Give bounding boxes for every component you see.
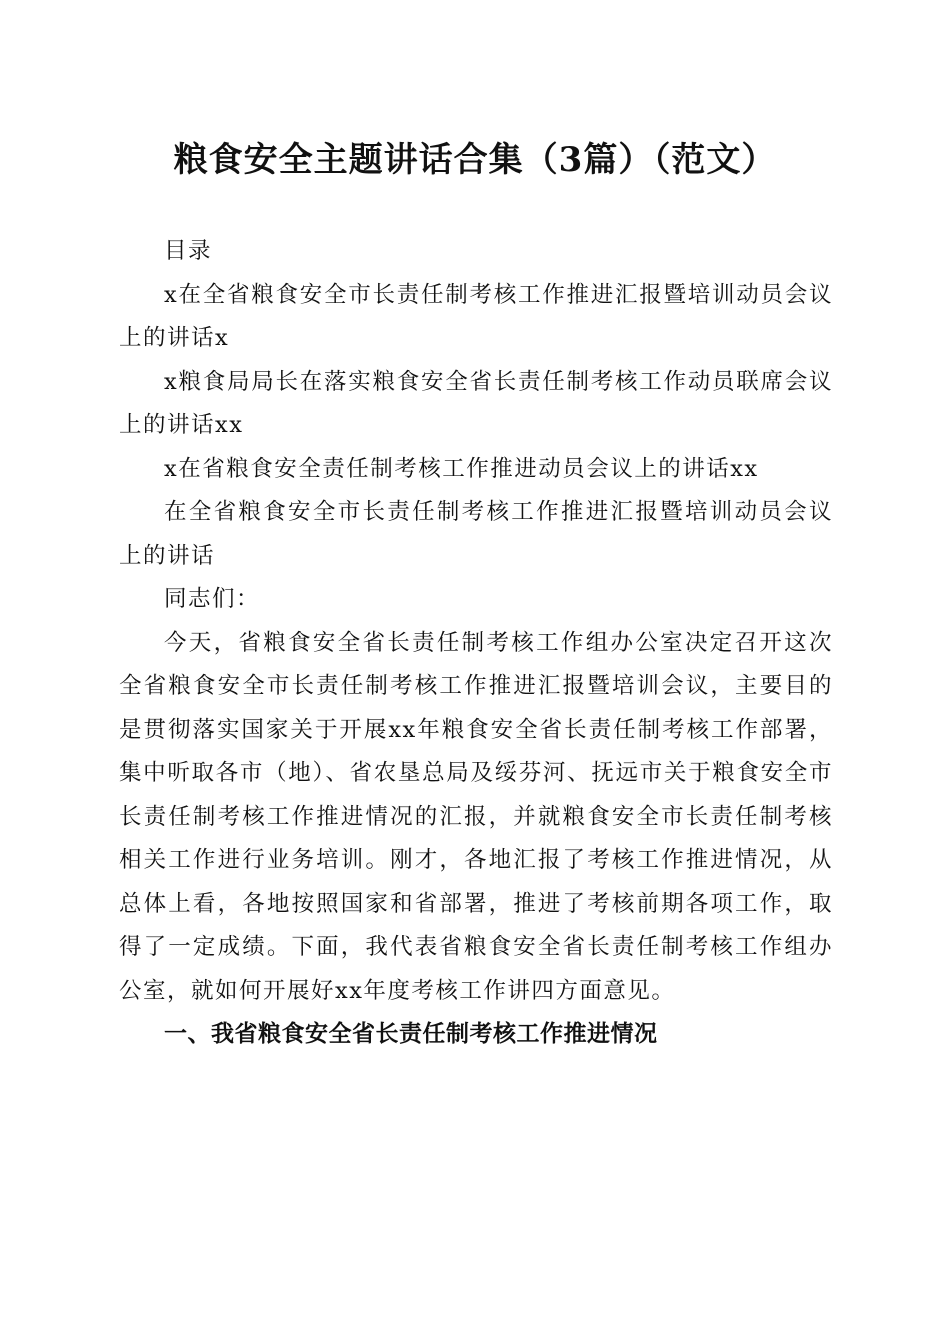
salutation: 同志们： [164, 586, 261, 612]
body-paragraph: 今天，省粮食安全省长责任制考核工作组办公室决定召开这次全省粮食安全市长责任制考核工作推进汇报暨培训会议，主要目的是贯彻落实国家关于开展xx年粮食安全省长责任制考核工作部署，集中听取各市（地）、省农垦总局及绥芬河、抚远市关于粮食安全市长责任制考核工作推进情况的汇报，并就粮食安全市长责任制考核相关工作进行业务培训。刚才，各地汇报了考核工作推进情况，从总体上看，各地按照国家和省部署，推进了考核前期各项工作，取得了一定成绩。下面，我代表省粮食安全省长责任制考核工作组办公室，就如何开展好xx年度考核工作讲四方面意见。 [119, 629, 833, 1004]
document-body [119, 230, 833, 1057]
section-heading: 一、我省粮食安全省长责任制考核工作推进情况 [164, 1021, 658, 1047]
toc-item: x在全省粮食安全市长责任制考核工作推进汇报暨培训动员会议上的讲话x [119, 281, 833, 351]
toc-label: 目录 [164, 238, 213, 264]
toc-item: x在省粮食安全责任制考核工作推进动员会议上的讲话xx [164, 455, 759, 482]
speech-title: 在全省粮食安全市长责任制考核工作推进汇报暨培训动员会议上的讲话 [119, 499, 833, 569]
toc-item: x粮食局局长在落实粮食安全省长责任制考核工作动员联席会议上的讲话xx [119, 368, 833, 438]
document-title: 粮食安全主题讲话合集（3篇）（范文） [173, 140, 777, 180]
